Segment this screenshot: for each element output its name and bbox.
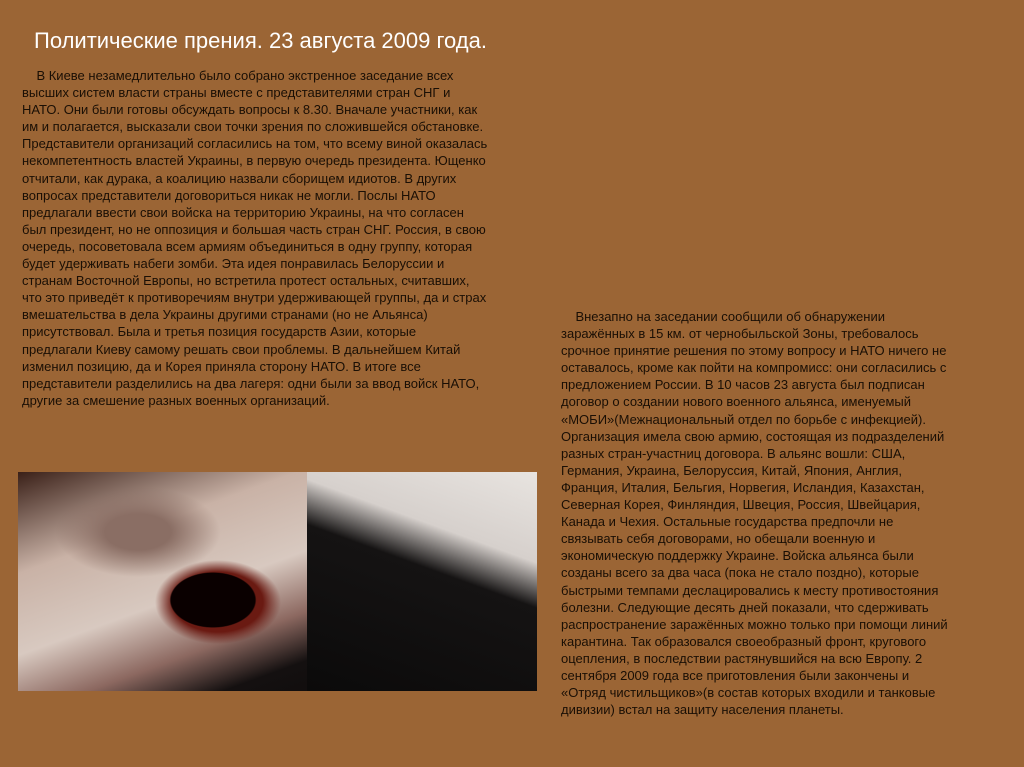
right-text-block [561, 308, 948, 718]
text-line: дивизии) встал на защиту населения планеты. [561, 702, 844, 718]
text-line: отчитали, как дурака, а коалицию назвали сборищем идиотов. В других [22, 170, 457, 186]
text-line: некомпетентность властей Украины, в первую очередь президента. Ющенко [22, 153, 486, 169]
zombie-photo [18, 472, 537, 691]
text-line: оставалось, кроме как пойти на компромисс: они согласились с [561, 360, 947, 376]
left-text-block [22, 67, 487, 409]
text-line: быстрыми темпами деслацировались к месту противостояния [561, 582, 939, 598]
text-line: высших систем власти страны вместе с представителями стран СНГ и [22, 85, 451, 101]
text-line: НАТО. Они были готовы обсуждать вопросы к 8.30. Вначале участники, как [22, 102, 478, 118]
text-line: изменил позицию, да и Корея приняла сторону НАТО. В итоге все [22, 358, 421, 374]
text-line: вмешательства в дела Украины другими странами (но не Альянса) [22, 307, 428, 323]
text-line: будет удерживать набеги зомби. Эта идея понравилась Белоруссии и [22, 256, 445, 272]
text-line: договор о создании нового военного альянса, именуемый [561, 394, 912, 410]
text-line: вопросах представители договориться никак не могли. Послы НАТО [22, 187, 436, 203]
text-line: болезни. Следующие десять дней показали, что сдерживать [561, 599, 929, 615]
text-line: разных стран-участниц договора. В альянс вошли: США, [561, 445, 906, 461]
text-line: Франция, Италия, Бельгия, Норвегия, Исландия, Казахстан, [561, 479, 925, 495]
text-line: «МОБИ»(Межнациональный отдел по борьбе с инфекцией). [561, 411, 926, 427]
text-line: В Киеве незамедлительно было собрано экстренное заседание всех [22, 68, 454, 83]
text-line: карантина. Так образовался своеобразный фронт, кругового [561, 633, 927, 649]
text-line: оцепления, в последствии растянувшийся на всю Европу. 2 [561, 650, 923, 666]
text-line: предлагали Киеву самому решать свои проблемы. В дальнейшем Китай [22, 341, 461, 357]
text-line: что это приведёт к противоречиям внутри удерживающей группы, да и страх [22, 290, 487, 306]
text-line: Германия, Украина, Белоруссия, Китай, Япония, Англия, [561, 462, 902, 478]
text-line: представители разделились на два лагеря: одни были за ввод войск НАТО, [22, 375, 480, 391]
text-line: Канада и Чехия. Остальные государства предпочли не [561, 514, 894, 530]
text-line: был президент, но не оппозиция и большая часть стран СНГ. Россия, в свою [22, 221, 486, 237]
text-line: другие за смешение разных военных организаций. [22, 392, 330, 408]
text-line: срочное принятие решения по этому вопросу и НАТО ничего не [561, 343, 947, 359]
text-line: экономическую поддержку Украине. Войска альянса были [561, 548, 914, 564]
text-line: сентября 2009 года все приготовления были закончены и [561, 667, 910, 683]
text-line: странам Восточной Европы, но встретила протест остальных, считавших, [22, 273, 470, 289]
text-line: распространение заражённых можно только при помощи линий [561, 616, 948, 632]
text-line: «Отряд чистильщиков»(в состав которых входили и танковые [561, 685, 936, 701]
text-line: созданы всего за два часа (пока не стало поздно), которые [561, 565, 919, 581]
text-line: заражённых в 15 км. от чернобыльской Зоны, требовалось [561, 326, 919, 342]
text-line: очередь, посоветовала всем армиям объединиться в одну группу, которая [22, 238, 473, 254]
text-line: Северная Корея, Финляндия, Швеция, Россия, Швейцария, [561, 497, 921, 513]
text-line: предлагали ввести свои войска на территорию Украины, на что согласен [22, 204, 464, 220]
text-line: Представители организаций согласились на том, что всему виной оказалась [22, 136, 488, 152]
slide-title: Политические прения. 23 августа 2009 года. [34, 28, 487, 53]
text-line: им и полагается, высказали свои точки зрения по сложившейся обстановке. [22, 119, 484, 135]
text-line: Внезапно на заседании сообщили об обнаружении [561, 309, 885, 324]
photo-background-cloth [307, 472, 537, 691]
text-line: предложением России. В 10 часов 23 августа был подписан [561, 377, 925, 393]
text-line: Организация имела свою армию, состоящая из подразделений [561, 428, 945, 444]
text-line: присутствовал. Была и третья позиция государств Азии, которые [22, 324, 417, 340]
text-line: связывать себя договорами, но обещали военную и [561, 531, 876, 547]
